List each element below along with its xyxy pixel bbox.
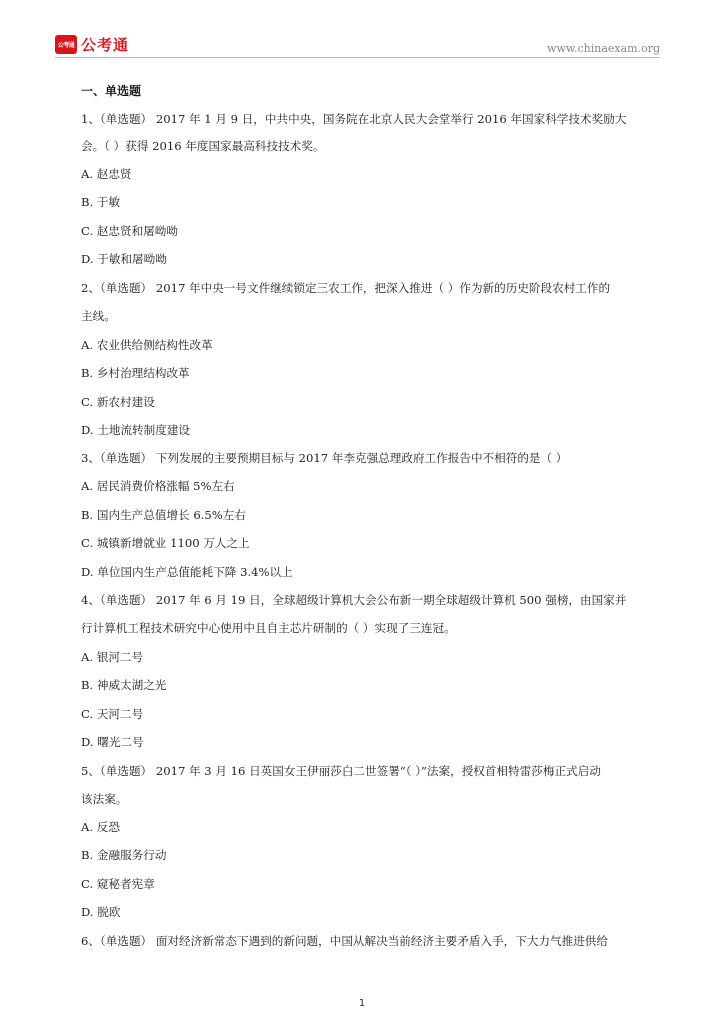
question-3-option-a: A. 居民消费价格涨幅 5%左右 [81, 479, 235, 493]
question-1-option-c: C. 赵忠贤和屠呦呦 [81, 224, 178, 238]
question-2-line-2: 主线。 [81, 309, 116, 323]
question-5-option-c: C. 窥秘者宪章 [81, 877, 155, 891]
logo-text: 公考通 [81, 35, 130, 54]
question-2-option-d: D. 土地流转制度建设 [81, 423, 191, 437]
logo-badge: 公考通 [55, 35, 77, 54]
page-number: 1 [358, 998, 366, 1009]
header-divider [55, 57, 660, 58]
question-2-option-a: A. 农业供给侧结构性改革 [81, 338, 213, 352]
question-4-option-b: B. 神威太湖之光 [81, 678, 167, 692]
question-4-option-a: A. 银河二号 [81, 650, 144, 664]
question-6-line-1: 6、（单选题） 面对经济新常态下遇到的新问题，中国从解决当前经济主要矛盾入手，下大力气推进供给 [81, 934, 608, 948]
question-3-line-1: 3、（单选题） 下列发展的主要预期目标与 2017 年李克强总理政府工作报告中不相符的是（ ） [81, 451, 568, 465]
question-1-line-2: 会。（ ）获得 2016 年度国家最高科技技术奖。 [81, 139, 325, 153]
question-4-option-d: D. 曙光二号 [81, 735, 144, 749]
question-1-line-1: 1、（单选题） 2017 年 1 月 9 日，中共中央，国务院在北京人民大会堂举行 2016 年国家科学技术奖励大 [81, 112, 627, 126]
site-url: www.chinaexam.org [547, 42, 660, 55]
question-5-line-1: 5、（单选题） 2017 年 3 月 16 日英国女王伊丽莎白二世签署“（ ）”法案，授权首相特雷莎梅正式启动 [81, 764, 601, 778]
question-5-option-d: D. 脱欧 [81, 905, 121, 919]
question-1-option-b: B. 于敏 [81, 195, 121, 209]
question-2-line-1: 2、（单选题） 2017 年中央一号文件继续锁定三农工作，把深入推进（ ）作为新的历史阶段农村工作的 [81, 281, 611, 295]
question-2-option-c: C. 新农村建设 [81, 395, 155, 409]
question-3-option-d: D. 单位国内生产总值能耗下降 3.4%以上 [81, 565, 293, 579]
question-3-option-b: B. 国内生产总值增长 6.5%左右 [81, 508, 246, 522]
question-4-line-1: 4、（单选题） 2017 年 6 月 19 日，全球超级计算机大会公布新一期全球超级计算机 500 强榜，由国家并 [81, 593, 627, 607]
logo [55, 34, 129, 54]
question-4-option-c: C. 天河二号 [81, 707, 144, 721]
question-5-option-b: B. 金融服务行动 [81, 848, 167, 862]
question-1-option-d: D. 于敏和屠呦呦 [81, 252, 167, 266]
question-4-line-2: 行计算机工程技术研究中心使用中且自主芯片研制的（ ）实现了三连冠。 [81, 621, 456, 635]
question-2-option-b: B. 乡村治理结构改革 [81, 366, 190, 380]
question-5-option-a: A. 反恐 [81, 820, 120, 834]
section-title: 一、单选题 [81, 84, 142, 98]
page-header [0, 0, 724, 62]
question-1-option-a: A. 赵忠贤 [81, 167, 132, 181]
question-3-option-c: C. 城镇新增就业 1100 万人之上 [81, 536, 250, 550]
question-5-line-2: 该法案。 [81, 792, 128, 806]
